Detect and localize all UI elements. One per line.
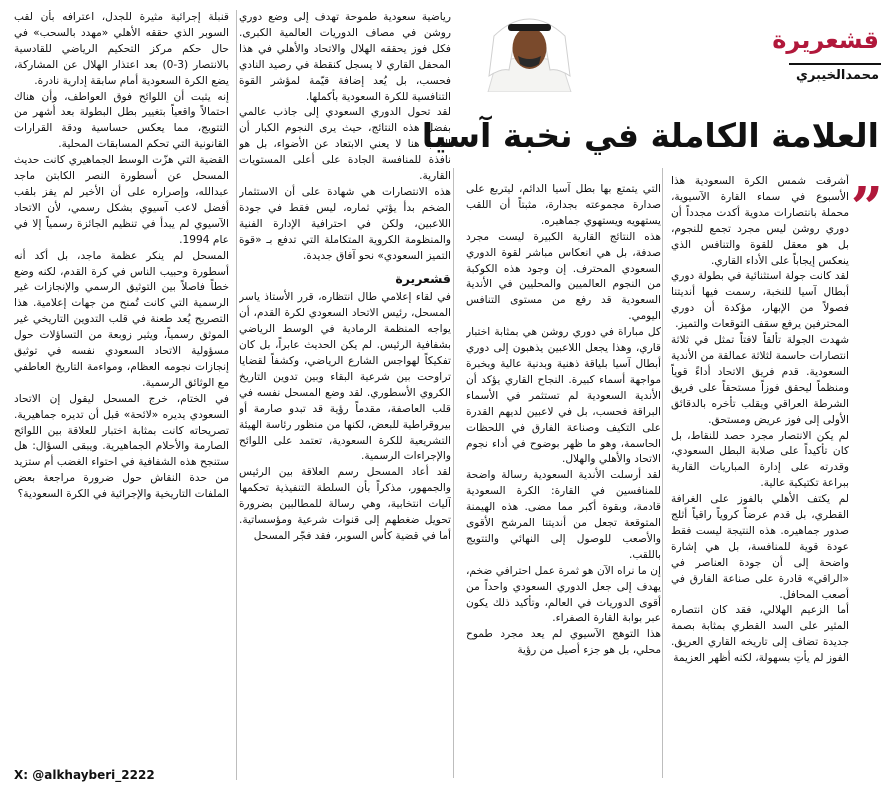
paragraph: لقد تحول الدوري السعودي إلى جاذب عالمي بفضل هذه النتائج، حيث يرى النجوم الكبار أن اللعب هنا لا يعني الابتعاد عن الأضواء، بل هو نافذة للمنافسة الجادة على أعلى المستويات القارية. (239, 106, 451, 183)
paragraph: التي يتمتع بها بطل آسيا الدائم، ليتربع على صدارة مجموعته بجدارة، مثبتاً أن اللقب يستهويه ويستهوي جماهيره. (466, 183, 661, 227)
paragraph: هذا التوهج الآسيوي لم يعد مجرد طموح محلي، بل هو جزء أصيل من رؤية (466, 628, 661, 657)
paragraph: لم يكتف الأهلي بالفوز على الغرافة القطري، بل قدم عرضاً كروياً راقياً أثلج صدور جماهيره. هذه النتيجة ليست فقط عودة قوية للمنافسة، بل هي إشارة واضحة إلى أن جودة العناصر في «الراقي» قادرة على صناعة الفارق في أصعب المحافل. (671, 493, 849, 601)
section-rule (789, 63, 881, 65)
article-column-2 (466, 182, 661, 774)
author-photo (472, 6, 587, 92)
paragraph: شهدت الجولة تألقاً لافتاً تمثل في ثلاثة انتصارات حاسمة لثلاثة عمالقة من الأندية السعودية. قدم فريق الاتحاد أداءً قوياً ومنظماً ليحقق فوزاً مستحقاً على فريق الشرطة العراقي ويقلب تأخره بالدقائق الأولى إلى فوز عريض ومستحق. (671, 334, 849, 426)
paragraph: لقد أعاد المسحل رسم العلاقة بين الرئيس والجمهور، مذكراً بأن السلطة التنفيذية تحكمها آليات انتخابية، وهي رسالة للمطالبين بضرورة تحويل ضغطهم إلى قنوات شرعية ومؤسساتية. أما في قضية كأس السوبر، فقد فجّر المسحل (239, 466, 451, 542)
paragraph: أشرقت شمس الكرة السعودية هذا الأسبوع في سماء القارة الآسيوية، محملة بانتصارات مدوية أكدت مجدداً أن دوري روشن ليس مجرد تجمع للنجوم، بل هو معقل للقوة والتنافس الذي ينعكس إيجاباً على الأداء القاري. (671, 175, 849, 267)
article-column-1 (671, 174, 849, 774)
paragraph: في الختام، خرج المسحل ليقول إن الاتحاد السعودي يديره «لائحة» قبل أن تديره جماهيرية. تصريحاته كانت بمثابة اختبار للعلاقة بين اللوائح الصارمة والأحلام الجماهيرية. ويبقى السؤال: هل ستنجح هذه الشفافية في احتواء الغضب أم ستزيد من حدة النقاش حول ضرورة مراجعة بعض الملفات التاريخية والإجرائية في الكرة السعودية؟ (14, 392, 229, 501)
paragraph: لقد أرسلت الأندية السعودية رسالة واضحة للمنافسين في القارة: الكرة السعودية قادمة، وبقوة أكبر مما مضى. هذه الهيمنة المتوقعة تجعل من أنديتنا المرشح الأقوى والأصعب للوصول إلى النهائي والتتويج باللقب. (466, 469, 661, 561)
paragraph: إن ما نراه الآن هو ثمرة عمل احترافي ضخم، يهدف إلى جعل الدوري السعودي واحداً من أقوى الدوريات في العالم، وتأكيد ذلك يكون عبر بوابة القارة الصفراء. (466, 564, 661, 625)
article-column-4 (14, 10, 229, 758)
column-divider (662, 168, 663, 778)
author-name: محمدالخيبري (796, 68, 879, 83)
article-column-3 (239, 10, 451, 774)
paragraph: لم يكن الانتصار مجرد حصد للنقاط، بل كان تأكيداً على صلابة البطل السعودي، وقدرته على إدارة المباريات القارية ببراعة تكتيكية عالية. (671, 429, 849, 490)
social-handle: X: @alkhayberi_2222 (14, 768, 155, 782)
paragraph: كل مباراة في دوري روشن هي بمثابة اختبار قاري، وهذا يجعل اللاعبين يذهبون إلى دوري أبطال آسيا بلياقة ذهنية وبدنية عالية وبخبرة مواجهة أسماء كبيرة. النجاح القاري يؤكد أن الأندية السعودية لم تستثمر في الأسماء البراقة فحسب، بل في لاعبين لديهم القدرة على التكيف وصناعة الفارق في اللحظات الحاسمة، وهو ما ظهر بوضوح في أداء نجوم الاتحاد والأهلي والهلال. (466, 326, 661, 466)
paragraph: في لقاء إعلامي طال انتظاره، قرر الأستاذ ياسر المسحل، رئيس الاتحاد السعودي لكرة القدم، أن يواجه المنظمة الرمادية في الوسط الرياضي بشفافية الرئيس. لم يكن الحديث عابراً، بل كان تفكيكاً لهواجس الشارع الرياضي، وكشفاً لقضايا تراوحت بين شرعية البقاء وبين تدوين التاريخ الكروي الأسطوري. لقد وضع المسحل نفسه في قلب العاصفة، مقدماً رؤية قد تبدو صارمة أو بيروقراطية للبعض، لكنها من منظور رئاسة الهيئة التشريعية للكرة السعودية، تعتمد على اللوائح والإجراءات الرسمية. (239, 291, 451, 463)
paragraph: رياضية سعودية طموحة تهدف إلى وضع دوري روشن في مصاف الدوريات العالمية الكبرى. فكل فوز يحققه الهلال والاتحاد والأهلي في هذا المحفل القاري لا يسجل كنقطة في رصيد النادي فحسب، بل يُعد إضافة قيّمة لمؤشر القوة التنافسية للكرة السعودية بأكملها. (239, 11, 451, 103)
section-label: قشعريرة (772, 26, 879, 54)
quote-mark-icon: ” (850, 175, 883, 241)
paragraph: إنه يثبت أن اللوائح فوق العواطف، وأن هناك احتمالاً واقعياً بتغيير بطل البطولة بعد أشهر من التتويج، مما يعكس حساسية ودقة القرارات القانونية التي تحكم المسابقات المحلية. (14, 90, 229, 151)
paragraph: هذه النتائج القارية الكبيرة ليست مجرد صدفة، بل هي انعكاس مباشر لقوة الدوري السعودي المحترف. إن وجود هذه الكوكبة من النجوم العالميين والمحليين في الأندية السعودية قد رفع من مستوى التنافس اليومي. (466, 230, 661, 323)
column-divider (236, 10, 237, 780)
column-divider (453, 168, 454, 778)
paragraph: هذه الانتصارات هي شهادة على أن الاستثمار الضخم بدأ يؤتي ثماره، ليس فقط في جودة اللاعبين، ولكن في احترافية الإدارة الفنية والمنظومة الكروية المتكاملة التي تدفع بـ «قوة التميز السعودي» نحو آفاق جديدة. (239, 185, 451, 262)
paragraph: أما الزعيم الهلالي، فقد كان انتصاره المثير على السد القطري بمثابة بصمة جديدة تضاف إلى تاريخه القاري العريق. الفوز لم يأتِ بسهولة، لكنه أظهر العزيمة (671, 604, 849, 665)
paragraph: القضية التي هزّت الوسط الجماهيري كانت حديث المسحل عن أسطورة النصر الكابتن ماجد عبدالله، وإصراره على أن الأخير لم يفز بلقب أفضل لاعب آسيوي بشكل رسمي، لأن الاتحاد الآسيوي لم يبدأ في تنظيم الجائزة رسمياً إلا في عام 1994. (14, 154, 229, 246)
paragraph: لقد كانت جولة استثنائية في بطولة دوري أبطال آسيا للنخبة، رسمت فيها أنديتنا فصولاً من الإبهار، مؤكدة أن دوري المحترفين يرفع سقف التوقعات والتميز. (671, 270, 849, 331)
paragraph: قنبلة إجرائية مثيرة للجدل، اعترافه بأن لقب السوبر الذي حققه الأهلي «مهدد بالسحب» في حال حكم مركز التحكيم الرياضي للقادسية بالانتصار (3-0) بعد اعتذار الهلال عن المشاركة، يضع الكرة السعودية أمام سابقة إدارية نادرة. (14, 11, 229, 87)
paragraph: المسحل لم ينكر عظمة ماجد، بل أكد أنه أسطورة وحبيب الناس في كرة القدم، لكنه وضع خطاً فاصلاً بين التوثيق الرسمي والإنجازات غير الرسمية التي كانت تُمنح من جهات إعلامية. هذا التصريح يُعد طعنة في قلب التدوين التاريخي غير الموثق رسمياً، ويثير زوبعة من التساؤلات حول مسؤولية الاتحاد السعودي نفسه في توثيق إنجازات نجومه العظام، ومواءمة التاريخ العاطفي مع الوثائق الرسمية. (14, 249, 229, 389)
section-subhead: قشعريرة (395, 270, 451, 286)
headline: العلامة الكاملة في نخبة آسيا (421, 116, 879, 155)
